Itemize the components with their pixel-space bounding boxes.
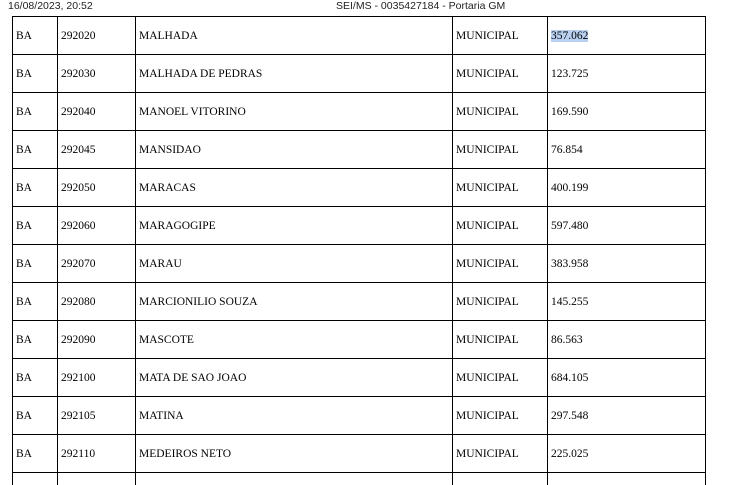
cell-ibge-code: 292105 — [58, 397, 136, 435]
cell-ibge-code: 292070 — [58, 245, 136, 283]
cell-municipality: MARAU — [136, 245, 453, 283]
table-row-partial — [13, 473, 706, 485]
cell-municipality: MARACAS — [136, 169, 453, 207]
table-row — [13, 131, 706, 169]
cell-management: MUNICIPAL — [453, 169, 548, 207]
cell-municipality: MATA DE SAO JOAO — [136, 359, 453, 397]
cell-ibge-code: 292020 — [58, 17, 136, 55]
cell-ibge-code: 292110 — [58, 435, 136, 473]
cell-uf: BA — [13, 93, 58, 131]
table-cell-empty — [13, 473, 58, 485]
cell-management: MUNICIPAL — [453, 283, 548, 321]
cell-municipality: MANOEL VITORINO — [136, 93, 453, 131]
cell-uf: BA — [13, 359, 58, 397]
table-row — [13, 359, 706, 397]
page-header — [0, 0, 730, 14]
table-cell-empty — [58, 473, 136, 485]
cell-ibge-code: 292050 — [58, 169, 136, 207]
cell-municipality: MATINA — [136, 397, 453, 435]
table-row — [13, 17, 706, 55]
cell-value: 86.563 — [548, 321, 706, 359]
print-timestamp: 16/08/2023, 20:52 — [8, 0, 93, 12]
cell-uf: BA — [13, 321, 58, 359]
cell-uf: BA — [13, 17, 58, 55]
cell-value — [548, 17, 706, 55]
municipality-table — [12, 16, 706, 485]
cell-ibge-code: 292030 — [58, 55, 136, 93]
cell-municipality: MANSIDAO — [136, 131, 453, 169]
cell-uf: BA — [13, 283, 58, 321]
cell-municipality: MARCIONILIO SOUZA — [136, 283, 453, 321]
cell-management: MUNICIPAL — [453, 131, 548, 169]
cell-value: 597.480 — [548, 207, 706, 245]
cell-management: MUNICIPAL — [453, 359, 548, 397]
cell-ibge-code: 292090 — [58, 321, 136, 359]
table-row — [13, 207, 706, 245]
cell-uf: BA — [13, 169, 58, 207]
table-row — [13, 321, 706, 359]
cell-value: 225.025 — [548, 435, 706, 473]
cell-value: 123.725 — [548, 55, 706, 93]
cell-ibge-code: 292045 — [58, 131, 136, 169]
cell-ibge-code: 292060 — [58, 207, 136, 245]
cell-uf: BA — [13, 397, 58, 435]
cell-management: MUNICIPAL — [453, 321, 548, 359]
cell-management: MUNICIPAL — [453, 17, 548, 55]
cell-management: MUNICIPAL — [453, 93, 548, 131]
cell-ibge-code: 292040 — [58, 93, 136, 131]
table-row — [13, 169, 706, 207]
cell-municipality: MASCOTE — [136, 321, 453, 359]
cell-municipality: MALHADA DE PEDRAS — [136, 55, 453, 93]
table-row — [13, 435, 706, 473]
document-title: SEI/MS - 0035427184 - Portaria GM — [336, 0, 506, 12]
table-row — [13, 397, 706, 435]
table-cell-empty — [548, 473, 706, 485]
table-row — [13, 93, 706, 131]
cell-ibge-code: 292100 — [58, 359, 136, 397]
table-row — [13, 283, 706, 321]
cell-management: MUNICIPAL — [453, 245, 548, 283]
cell-value: 297.548 — [548, 397, 706, 435]
cell-uf: BA — [13, 207, 58, 245]
cell-management: MUNICIPAL — [453, 397, 548, 435]
cell-uf: BA — [13, 55, 58, 93]
cell-uf: BA — [13, 435, 58, 473]
table-cell-empty — [453, 473, 548, 485]
table-row — [13, 55, 706, 93]
cell-value: 169.590 — [548, 93, 706, 131]
cell-management: MUNICIPAL — [453, 435, 548, 473]
cell-municipality: MEDEIROS NETO — [136, 435, 453, 473]
selected-text[interactable]: 357.062 — [551, 29, 589, 42]
table-cell-empty — [136, 473, 453, 485]
cell-value: 76.854 — [548, 131, 706, 169]
cell-management: MUNICIPAL — [453, 55, 548, 93]
cell-value: 383.958 — [548, 245, 706, 283]
cell-management: MUNICIPAL — [453, 207, 548, 245]
table-row — [13, 245, 706, 283]
cell-value: 684.105 — [548, 359, 706, 397]
cell-ibge-code: 292080 — [58, 283, 136, 321]
cell-municipality: MARAGOGIPE — [136, 207, 453, 245]
cell-uf: BA — [13, 245, 58, 283]
cell-value: 400.199 — [548, 169, 706, 207]
cell-uf: BA — [13, 131, 58, 169]
cell-value: 145.255 — [548, 283, 706, 321]
cell-municipality: MALHADA — [136, 17, 453, 55]
